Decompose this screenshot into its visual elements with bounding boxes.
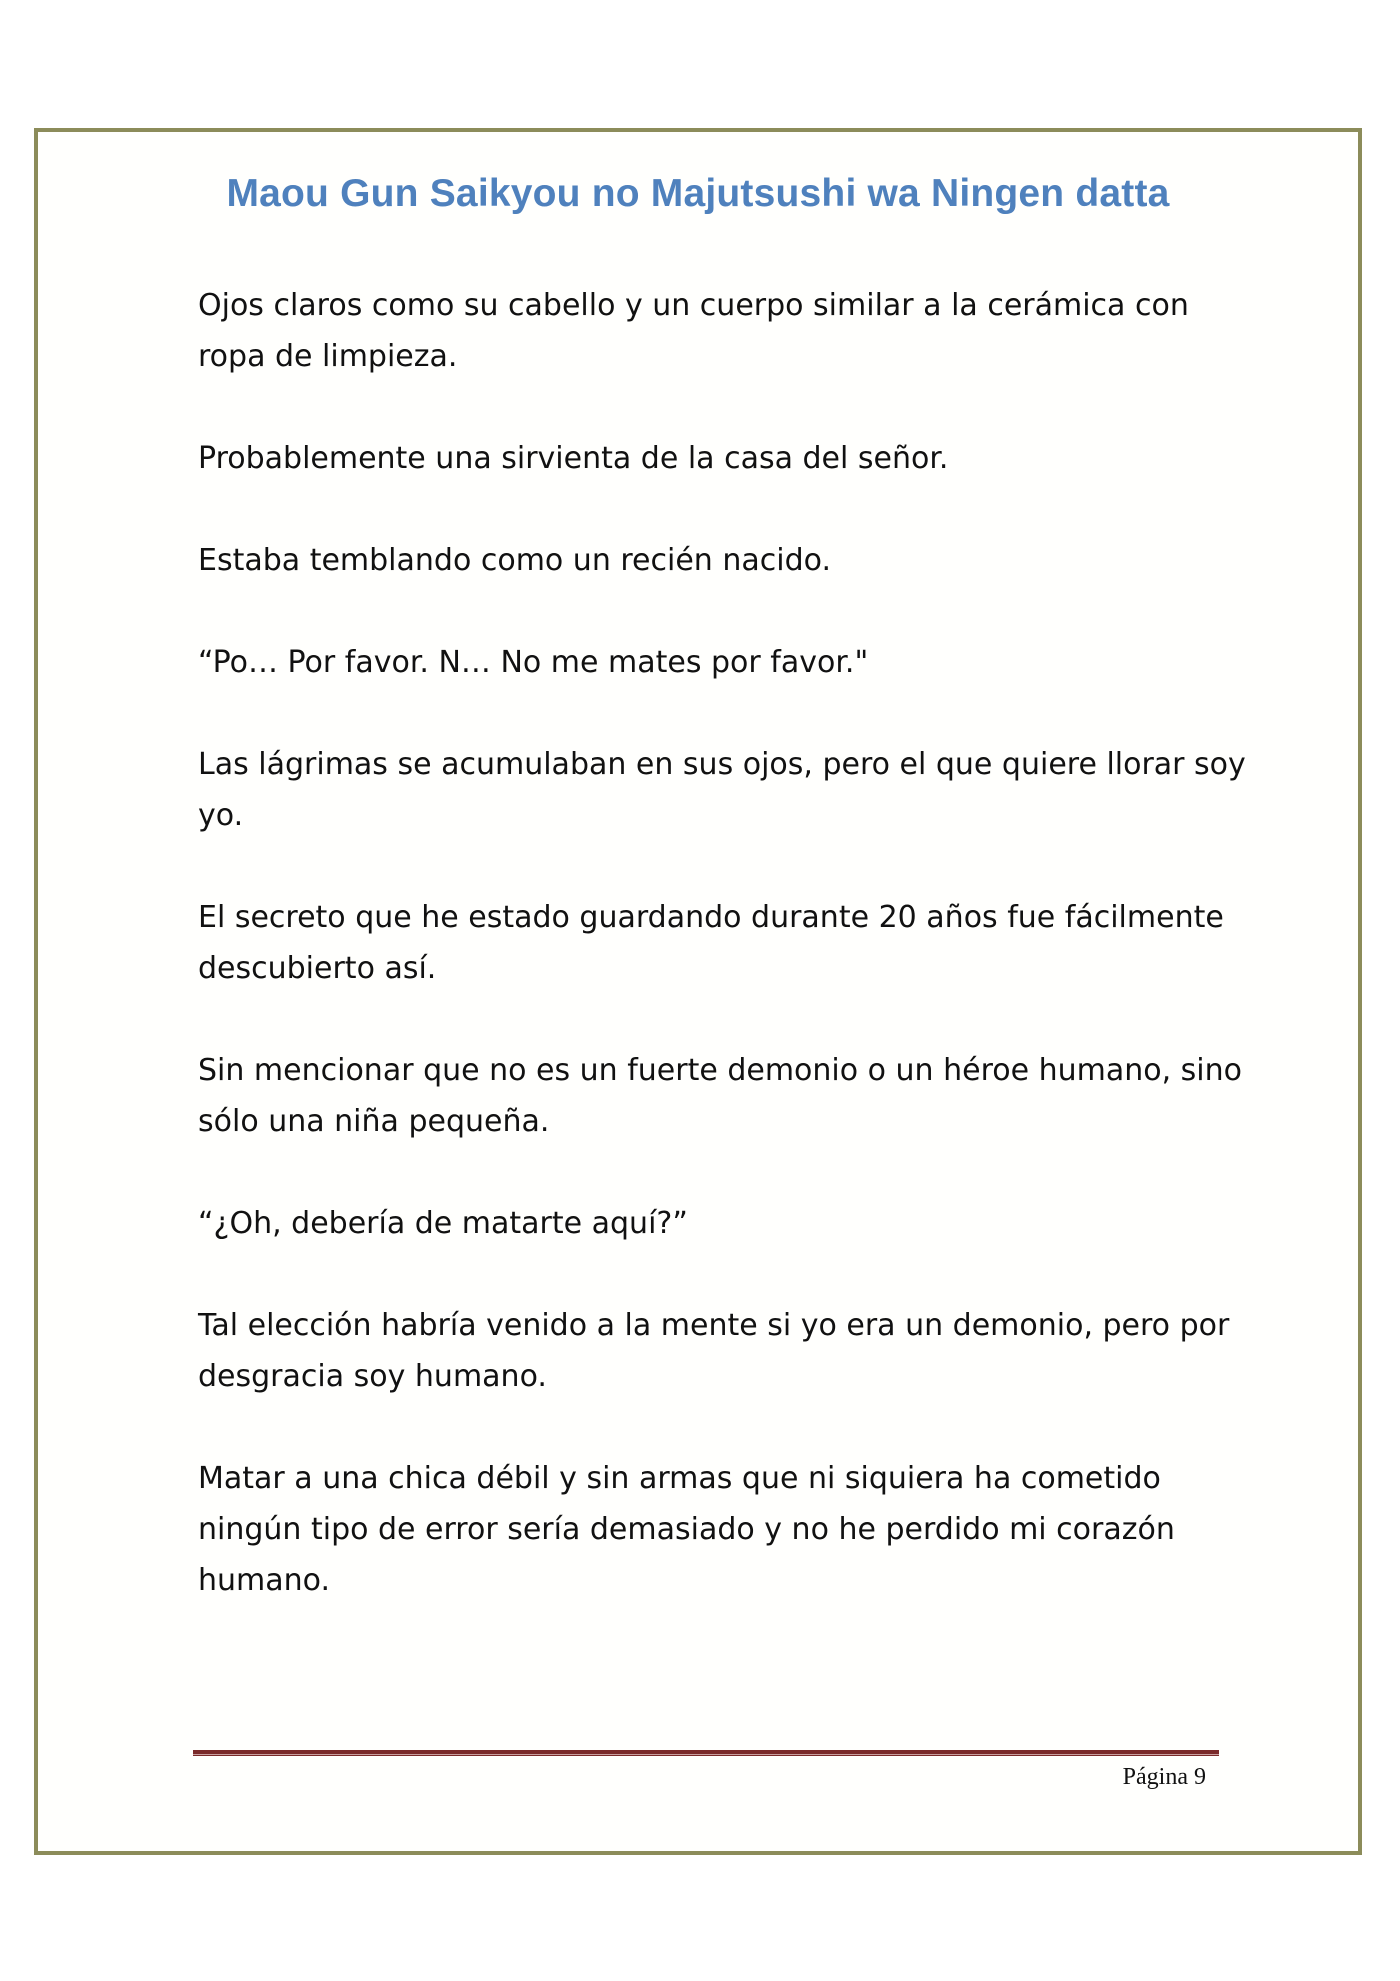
document-body (198, 280, 1258, 1657)
paragraph: “¿Oh, debería de matarte aquí?” (198, 1206, 688, 1241)
footer-divider-highlight (193, 1754, 1219, 1755)
paragraph: El secreto que he estado guardando durante 20 años fue fácilmente descubierto así. (198, 900, 1234, 986)
page-number: Página 9 (1122, 1764, 1206, 1790)
paragraph: Sin mencionar que no es un fuerte demonio o un héroe humano, sino sólo una niña pequeña. (198, 1053, 1252, 1139)
paragraph: Matar a una chica débil y sin armas que ni siquiera ha cometido ningún tipo de error sería demasiado y no he perdido mi corazón humano. (198, 1461, 1185, 1598)
page-frame (34, 128, 1362, 1855)
paragraph: Estaba temblando como un recién nacido. (198, 543, 831, 578)
paragraph: Ojos claros como su cabello y un cuerpo similar a la cerámica con ropa de limpieza. (198, 288, 1199, 374)
paragraph: “Po… Por favor. N… No me mates por favor." (198, 645, 869, 680)
document-title: Maou Gun Saikyou no Majutsushi wa Ningen datta (226, 172, 1170, 215)
paragraph: Probablemente una sirvienta de la casa del señor. (198, 441, 949, 476)
paragraph: Las lágrimas se acumulaban en sus ojos, pero el que quiere llorar soy yo. (198, 747, 1256, 833)
footer-divider (193, 1750, 1219, 1756)
paragraph: Tal elección habría venido a la mente si yo era un demonio, pero por desgracia soy humano. (198, 1308, 1239, 1394)
